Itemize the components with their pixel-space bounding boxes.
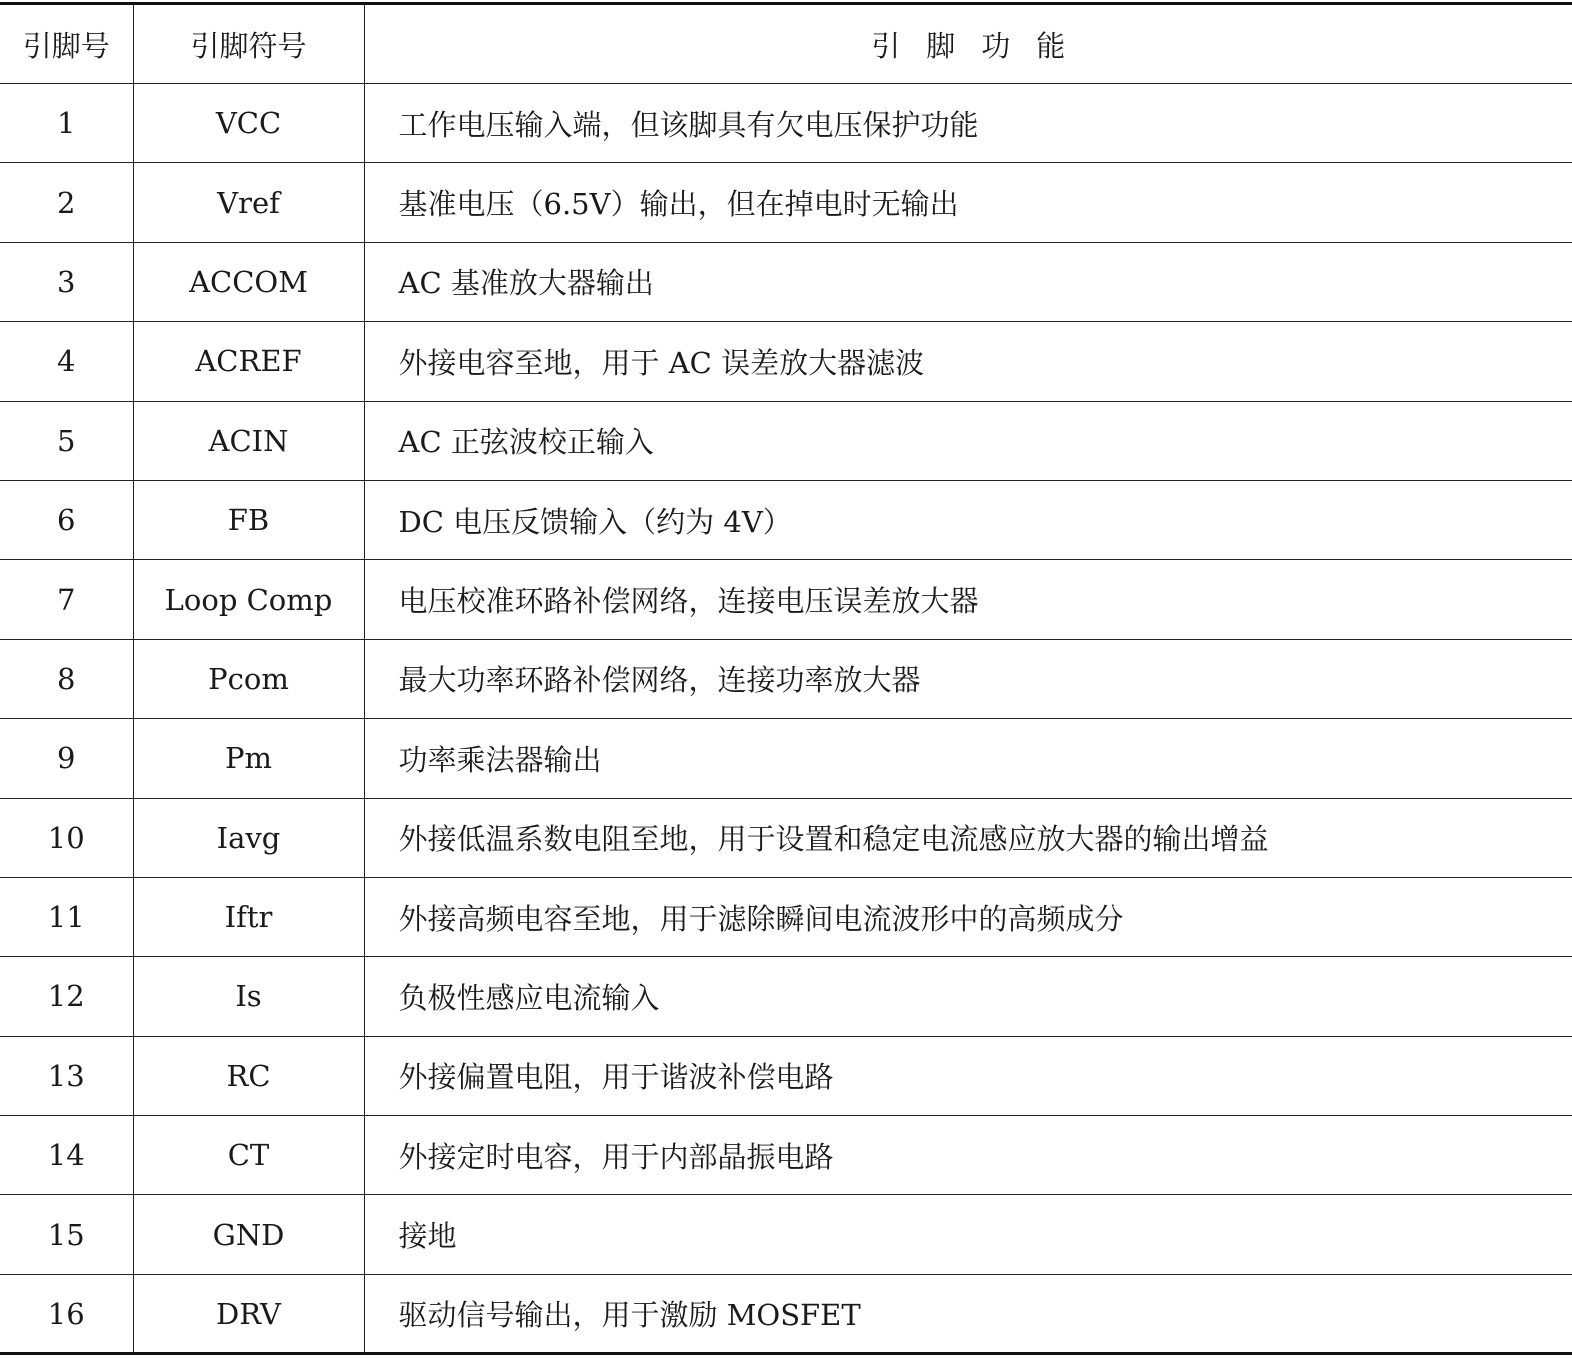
- pin-symbol-cell: Pcom: [133, 639, 364, 718]
- pin-function-cell: 外接电容至地，用于 AC 误差放大器滤波: [364, 322, 1572, 401]
- pin-symbol-cell: Iftr: [133, 877, 364, 956]
- pin-function-cell: 外接低温系数电阻至地，用于设置和稳定电流感应放大器的输出增益: [364, 798, 1572, 877]
- header-pin-number: 引脚号: [0, 4, 133, 84]
- pin-number-cell: 6: [0, 480, 133, 559]
- table-row: [0, 1036, 1572, 1115]
- table-row: [0, 560, 1572, 639]
- pin-number-cell: 3: [0, 242, 133, 321]
- pin-number-cell: 8: [0, 639, 133, 718]
- pin-number-cell: 7: [0, 560, 133, 639]
- table-row: [0, 242, 1572, 321]
- table-row: [0, 798, 1572, 877]
- pin-symbol-cell: VCC: [133, 84, 364, 163]
- pin-number-cell: 1: [0, 84, 133, 163]
- pin-symbol-cell: Iavg: [133, 798, 364, 877]
- pin-symbol-cell: ACREF: [133, 322, 364, 401]
- pin-number-cell: 15: [0, 1195, 133, 1274]
- table-row: [0, 1116, 1572, 1195]
- table-row: [0, 719, 1572, 798]
- pin-symbol-cell: ACCOM: [133, 242, 364, 321]
- pin-number-cell: 2: [0, 163, 133, 242]
- pin-number-cell: 13: [0, 1036, 133, 1115]
- pin-function-cell: 外接定时电容，用于内部晶振电路: [364, 1116, 1572, 1195]
- table-row: [0, 957, 1572, 1036]
- pin-number-cell: 11: [0, 877, 133, 956]
- pin-function-cell: 最大功率环路补偿网络，连接功率放大器: [364, 639, 1572, 718]
- pin-symbol-cell: CT: [133, 1116, 364, 1195]
- pin-number-cell: 9: [0, 719, 133, 798]
- pin-symbol-cell: Loop Comp: [133, 560, 364, 639]
- pin-function-table: [0, 2, 1572, 1355]
- pin-number-cell: 4: [0, 322, 133, 401]
- table-row: [0, 322, 1572, 401]
- header-pin-function: 引脚功能: [364, 4, 1572, 84]
- pin-function-cell: 驱动信号输出，用于激励 MOSFET: [364, 1274, 1572, 1353]
- pin-number-cell: 10: [0, 798, 133, 877]
- pin-symbol-cell: Is: [133, 957, 364, 1036]
- pin-symbol-cell: Pm: [133, 719, 364, 798]
- pin-symbol-cell: DRV: [133, 1274, 364, 1353]
- table-row: [0, 163, 1572, 242]
- pin-function-cell: DC 电压反馈输入（约为 4V）: [364, 480, 1572, 559]
- header-pin-symbol: 引脚符号: [133, 4, 364, 84]
- table-row: [0, 877, 1572, 956]
- pin-symbol-cell: FB: [133, 480, 364, 559]
- pin-function-cell: AC 基准放大器输出: [364, 242, 1572, 321]
- pin-function-cell: 接地: [364, 1195, 1572, 1274]
- table-header: [0, 4, 1572, 84]
- pin-function-cell: 外接偏置电阻，用于谐波补偿电路: [364, 1036, 1572, 1115]
- pin-symbol-cell: RC: [133, 1036, 364, 1115]
- table-row: [0, 480, 1572, 559]
- pin-function-cell: 基准电压（6.5V）输出，但在掉电时无输出: [364, 163, 1572, 242]
- pin-function-cell: 电压校准环路补偿网络，连接电压误差放大器: [364, 560, 1572, 639]
- pin-number-cell: 14: [0, 1116, 133, 1195]
- pin-function-cell: 工作电压输入端，但该脚具有欠电压保护功能: [364, 84, 1572, 163]
- pin-symbol-cell: GND: [133, 1195, 364, 1274]
- table-row: [0, 401, 1572, 480]
- table-row: [0, 84, 1572, 163]
- pin-function-cell: AC 正弦波校正输入: [364, 401, 1572, 480]
- table-row: [0, 1195, 1572, 1274]
- table-row: [0, 1274, 1572, 1353]
- pin-number-cell: 5: [0, 401, 133, 480]
- header-row: [0, 4, 1572, 84]
- table-body: [0, 84, 1572, 1354]
- pin-function-cell: 外接高频电容至地，用于滤除瞬间电流波形中的高频成分: [364, 877, 1572, 956]
- pin-number-cell: 16: [0, 1274, 133, 1353]
- pin-function-cell: 负极性感应电流输入: [364, 957, 1572, 1036]
- pin-symbol-cell: Vref: [133, 163, 364, 242]
- pin-symbol-cell: ACIN: [133, 401, 364, 480]
- pin-number-cell: 12: [0, 957, 133, 1036]
- pin-function-cell: 功率乘法器输出: [364, 719, 1572, 798]
- table-row: [0, 639, 1572, 718]
